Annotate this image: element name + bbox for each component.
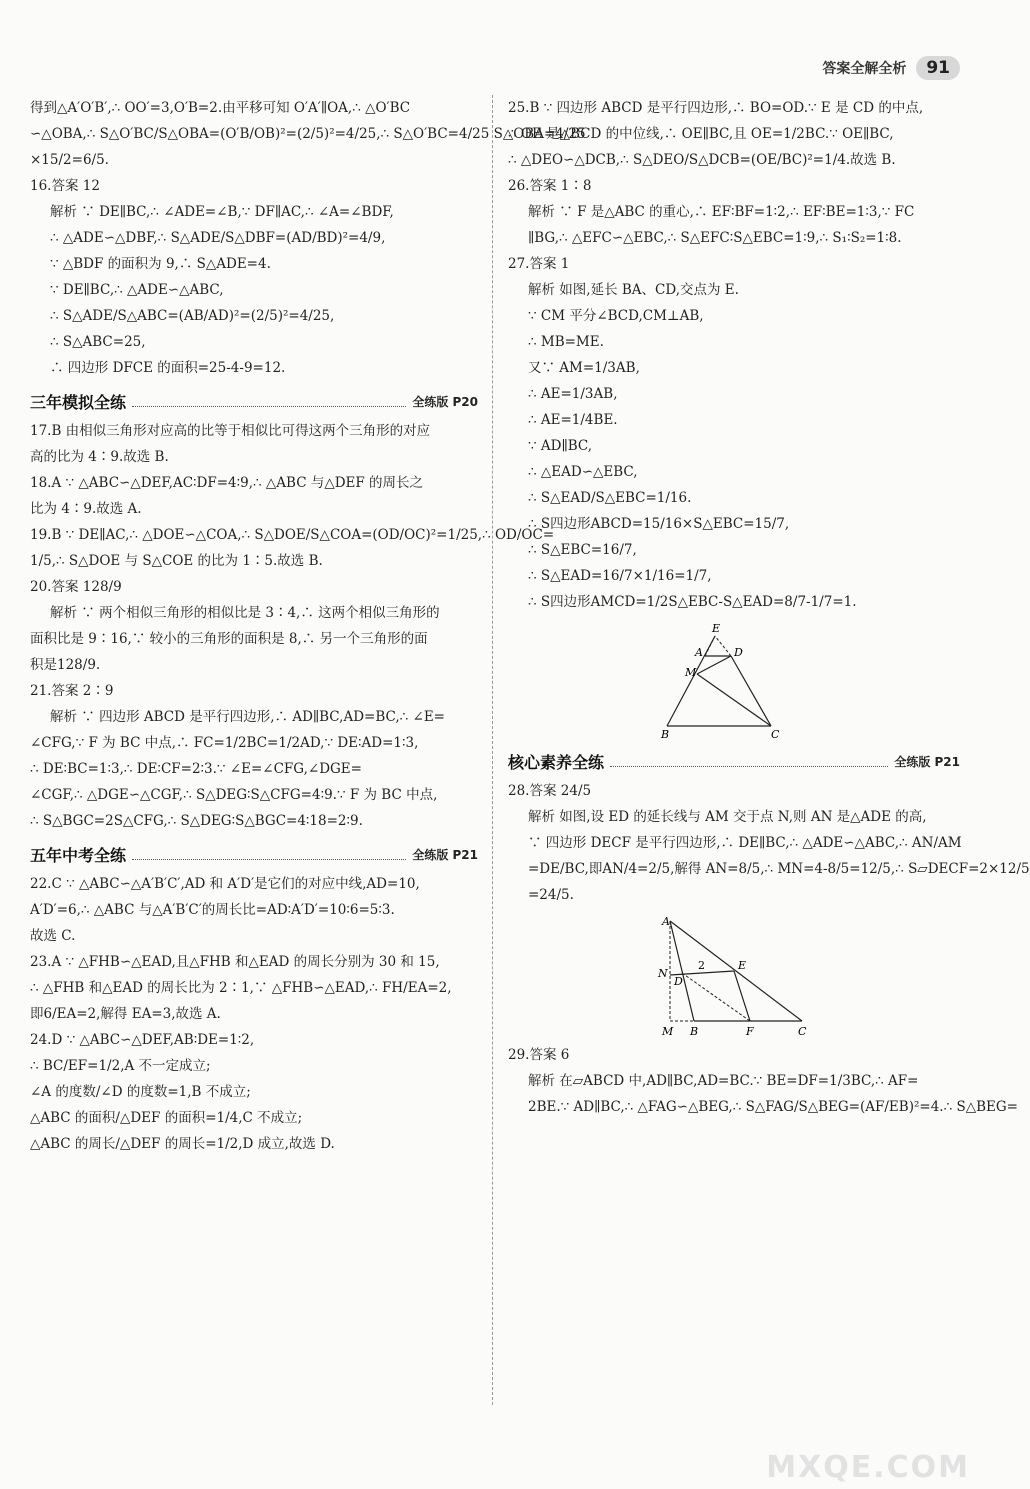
column-divider [492, 95, 493, 1405]
fig-label: A [662, 915, 670, 928]
fig-label: 2 [698, 959, 705, 972]
text-line: ∵ AD∥BC, [528, 438, 592, 454]
text-line: ∴ △ADE∽△DBF,∴ S△ADE/S△DBF=(AD/BD)²=4/9, [50, 230, 386, 246]
section-ref: 全练版 P20 [412, 395, 478, 409]
section-title: 核心素养全练 [508, 753, 605, 772]
text-line: ∴ S△EAD/S△EBC=1/16. [528, 490, 692, 506]
text-line: 23.A ∵ △FHB∽△EAD,且△FHB 和△EAD 的周长分别为 30 和 15, [30, 954, 440, 970]
watermark: MXQE.COM [766, 1450, 970, 1485]
text-line: 比为 4∶9.故选 A. [30, 501, 142, 517]
right-column [508, 94, 1030, 1121]
text-line: ∴ S△ADE/S△ABC=(AB/AD)²=(2/5)²=4/25, [50, 308, 335, 324]
fig-label: D [674, 975, 683, 988]
text-line: 解析 在▱ABCD 中,AD∥BC,AD=BC.∵ BE=DF=1/3BC,∴ AF= [528, 1073, 919, 1089]
leader-dots [132, 396, 406, 407]
fig-label: A [695, 646, 703, 659]
fig-label: D [734, 646, 743, 659]
text-line: 即6/EA=2,解得 EA=3,故选 A. [30, 1006, 221, 1022]
fig-label: B [661, 728, 670, 741]
text-line: 解析 ∵ DE∥BC,∴ ∠ADE=∠B,∵ DF∥AC,∴ ∠A=∠BDF, [50, 204, 394, 220]
text-line: 故选 C. [30, 928, 76, 944]
text-line: 28.答案 24/5 [508, 783, 592, 799]
text-line: ∴ S△EBC=16/7, [528, 542, 637, 558]
text-line: 又∵ AM=1/3AB, [528, 360, 640, 376]
text-line: ∴ AE=1/3AB, [528, 386, 618, 402]
text-line: 解析 ∵ 四边形 ABCD 是平行四边形,∴ AD∥BC,AD=BC,∴ ∠E= [50, 709, 445, 725]
text-line: 解析 如图,延长 BA、CD,交点为 E. [528, 282, 739, 298]
text-line: ∴ BC/EF=1/2,A 不一定成立; [30, 1058, 211, 1074]
fig-label: E [738, 959, 747, 972]
text-line: ∵ DE∥BC,∴ △ADE∽△ABC, [50, 282, 224, 298]
section-ref: 全练版 P21 [894, 755, 960, 769]
text-line: ∴ S四边形ABCD=15/16×S△EBC=15/7, [528, 516, 790, 532]
fig-label: C [771, 728, 780, 741]
fig-label: C [798, 1025, 807, 1038]
text-line: 25.B ∵ 四边形 ABCD 是平行四边形,∴ BO=OD.∵ E 是 CD 的中点, [508, 100, 924, 116]
text-line: ∠CGF,∴ △DGE∽△CGF,∴ S△DEG∶S△CFG=4∶9.∵ F 为 BC 中点, [30, 787, 438, 803]
text-line: 18.A ∵ △ABC∽△DEF,AC∶DF=4∶9,∴ △ABC 与△DEF 的周长之 [30, 475, 424, 491]
text-line: ∴ 四边形 DFCE 的面积=25-4-9=12. [50, 360, 286, 376]
text-line: 积是128/9. [30, 657, 101, 673]
text-line: 解析 如图,设 ED 的延长线与 AM 交于点 N,则 AN 是△ADE 的高, [528, 809, 927, 825]
text-line: ∵ 四边形 DECF 是平行四边形,∴ DE∥BC,∴ △ADE∽△ABC,∴ AN/AM [528, 835, 962, 851]
fig-label: B [690, 1025, 699, 1038]
text-line: 1/5,∴ S△DOE 与 S△COE 的比为 1∶5.故选 B. [30, 553, 323, 569]
text-line: ∽△OBA,∴ S△O′BC/S△OBA=(O′B/OB)²=(2/5)²=4/25,∴ S△O′BC=4/25 S△OBA=4/25 [30, 126, 586, 142]
text-line: 24.D ∵ △ABC∽△DEF,AB∶DE=1∶2, [30, 1032, 255, 1048]
text-line: ∵ CM 平分∠BCD,CM⊥AB, [528, 308, 704, 324]
text-line: 面积比是 9∶16,∵ 较小的三角形的面积是 8,∴ 另一个三角形的面 [30, 631, 428, 647]
section-title: 五年中考全练 [30, 846, 127, 865]
text-line: ∴ OE 是△BCD 的中位线,∴ OE∥BC,且 OE=1/2BC.∵ OE∥BC, [508, 126, 894, 142]
text-line: 22.C ∵ △ABC∽△A′B′C′,AD 和 A′D′是它们的对应中线,AD=10, [30, 876, 420, 892]
fig-label: N [658, 967, 668, 980]
text-line: △ABC 的面积/△DEF 的面积=1/4,C 不成立; [30, 1110, 303, 1126]
page-header [822, 56, 960, 80]
section-title: 三年模拟全练 [30, 393, 127, 412]
text-line: 17.B 由相似三角形对应高的比等于相似比可得这两个三角形的对应 [30, 423, 431, 439]
text-line: 高的比为 4∶9.故选 B. [30, 449, 169, 465]
fig-label: M [662, 1025, 674, 1038]
header-title: 答案全解全析 [822, 61, 907, 77]
leader-dots [132, 849, 406, 860]
text-line: 得到△A′O′B′,∴ OO′=3,O′B=2.由平移可知 O′A′∥OA,∴ △O′BC [30, 100, 411, 116]
fig-label: E [712, 622, 721, 635]
text-line: △ABC 的周长/△DEF 的周长=1/2,D 成立,故选 D. [30, 1136, 335, 1152]
text-line: 29.答案 6 [508, 1047, 570, 1063]
fig-label: M [685, 666, 697, 679]
text-line: ∴ MB=ME. [528, 334, 604, 350]
text-line: 解析 ∵ 两个相似三角形的相似比是 3∶4,∴ 这两个相似三角形的 [50, 605, 440, 621]
text-line: ×15/2=6/5. [30, 152, 109, 168]
section-heading [508, 750, 960, 773]
figure-28-triangle [654, 913, 814, 1037]
text-line: ∴ S△BGC=2S△CFG,∴ S△DEG∶S△BGC=4∶18=2∶9. [30, 813, 363, 829]
text-line: ∴ △DEO∽△DCB,∴ S△DEO/S△DCB=(OE/BC)²=1/4.故选 B. [508, 152, 896, 168]
fig-label: F [746, 1025, 754, 1038]
text-line: ∠CFG,∵ F 为 BC 中点,∴ FC=1/2BC=1/2AD,∵ DE∶AD=1∶3, [30, 735, 419, 751]
text-line: 21.答案 2∶9 [30, 683, 114, 699]
text-line: 16.答案 12 [30, 178, 100, 194]
text-line: =24/5. [528, 887, 574, 903]
text-line: 解析 ∵ F 是△ABC 的重心,∴ EF∶BF=1∶2,∴ EF∶BE=1∶3,∵ FC [528, 204, 915, 220]
text-line: 26.答案 1∶8 [508, 178, 592, 194]
text-line: 27.答案 1 [508, 256, 570, 272]
text-line: 19.B ∵ DE∥AC,∴ △DOE∽△COA,∴ S△DOE/S△COA=(OD/OC)²=1/25,∴ OD/OC= [30, 527, 555, 543]
text-line: =DE/BC,即AN/4=2/5,解得 AN=8/5,∴ MN=4-8/5=12/5,∴ S▱DECF=2×12/5 [528, 861, 1030, 877]
text-line: ∴ S△EAD=16/7×1/16=1/7, [528, 568, 712, 584]
text-line: A′D′=6,∴ △ABC 与△A′B′C′的周长比=AD∶A′D′=10∶6=5∶3. [30, 902, 395, 918]
page-number: 91 [916, 56, 960, 80]
section-heading [30, 390, 478, 413]
text-line: ∵ △BDF 的面积为 9,∴ S△ADE=4. [50, 256, 271, 272]
text-line: 20.答案 128/9 [30, 579, 122, 595]
text-line: ∴ △FHB 和△EAD 的周长比为 2∶1,∵ △FHB∽△EAD,∴ FH/EA=2, [30, 980, 452, 996]
figure-27-trapezoid [659, 620, 809, 740]
text-line: ∴ S△ABC=25, [50, 334, 146, 350]
text-line: ∴ S四边形AMCD=1/2S△EBC-S△EAD=8/7-1/7=1. [528, 594, 857, 610]
leader-dots [610, 756, 888, 767]
text-line: ∴ AE=1/4BE. [528, 412, 618, 428]
text-line: ∥BG,∴ △EFC∽△EBC,∴ S△EFC∶S△EBC=1∶9,∴ S₁∶S₂=1∶8. [528, 230, 902, 246]
text-line: ∠A 的度数/∠D 的度数=1,B 不成立; [30, 1084, 251, 1100]
section-ref: 全练版 P21 [412, 848, 478, 862]
text-line: ∴ △EAD∽△EBC, [528, 464, 638, 480]
text-line: ∴ DE∶BC=1∶3,∴ DE∶CF=2∶3.∵ ∠E=∠CFG,∠DGE= [30, 761, 362, 777]
section-heading [30, 843, 478, 866]
text-line: 2BE.∵ AD∥BC,∴ △FAG∽△BEG,∴ S△FAG/S△BEG=(AF/EB)²=4.∴ S△BEG= [528, 1099, 1018, 1115]
